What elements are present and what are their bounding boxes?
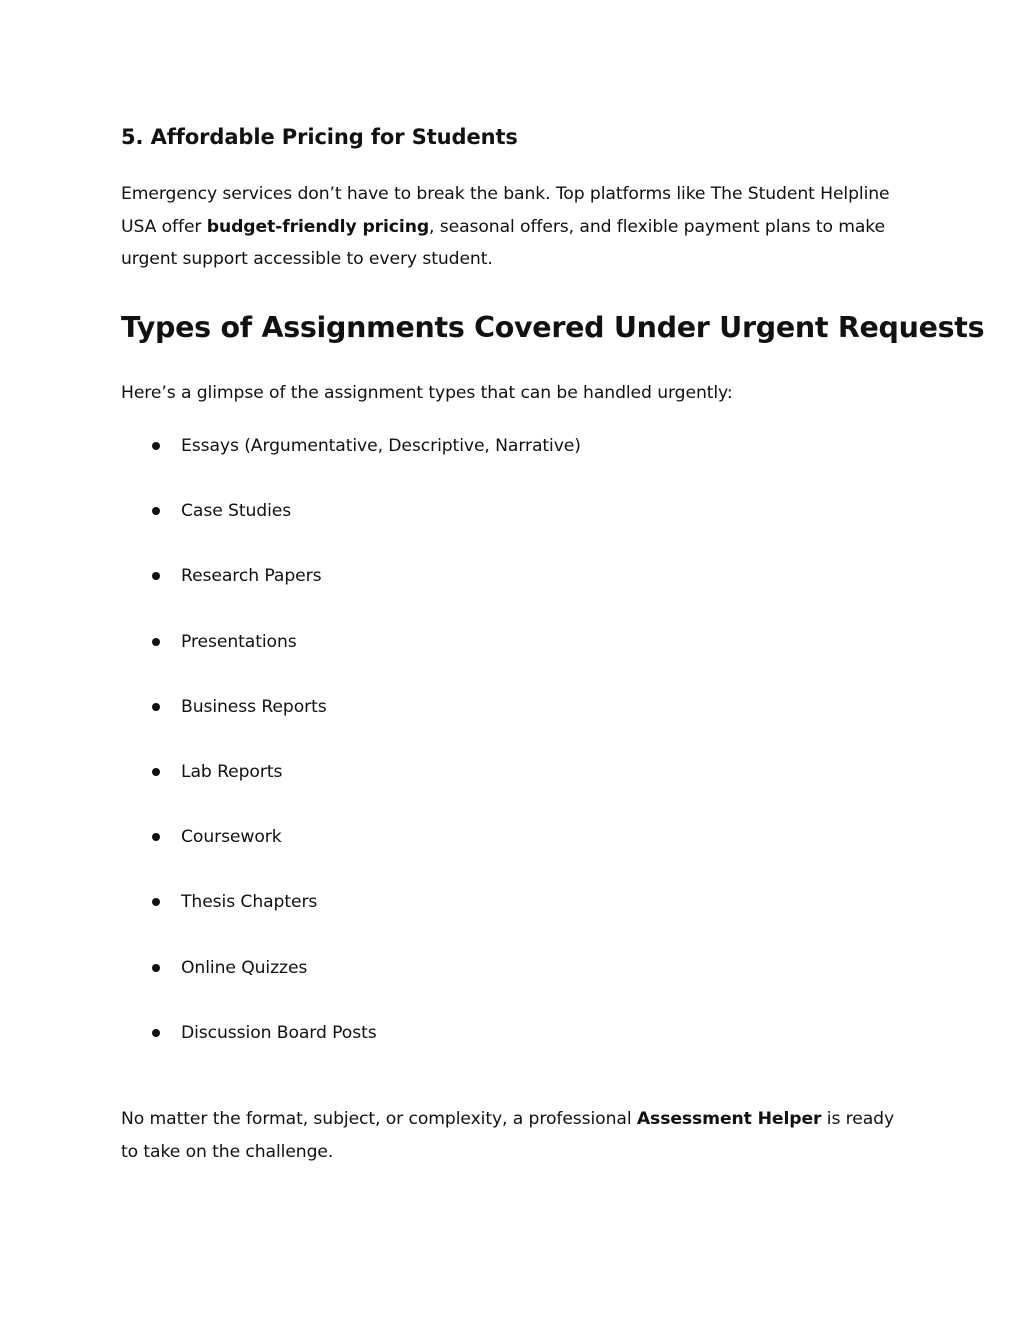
list-item (121, 886, 581, 951)
bullet-icon (152, 833, 160, 841)
bullet-icon (152, 898, 160, 906)
list-item-label: Online Quizzes (181, 957, 308, 978)
closing-text-end: is ready to take on the challenge. (121, 1109, 895, 1162)
list-item (121, 1017, 581, 1082)
pricing-text-start: Emergency services don’t have to break the bank. Top platforms like The Student Helpline USA offer (121, 184, 890, 237)
bullet-icon (152, 1029, 160, 1037)
list-item (121, 756, 581, 821)
pricing-paragraph (121, 178, 901, 276)
list-item (121, 495, 581, 560)
closing-bold-text: Assessment Helper (636, 1109, 822, 1129)
list-item-label: Essays (Argumentative, Descriptive, Narrative) (181, 436, 581, 456)
list-item-label: Lab Reports (181, 761, 283, 782)
list-item (121, 952, 581, 1017)
list-item-label: Discussion Board Posts (181, 1022, 377, 1043)
bullet-icon (152, 572, 160, 580)
types-heading: Types of Assignments Covered Under Urgent Requests (121, 311, 985, 344)
section-heading: 5. Affordable Pricing for Students (121, 125, 518, 149)
list-item (121, 691, 581, 756)
assignment-types-list (121, 430, 581, 1082)
closing-paragraph (121, 1103, 901, 1168)
bullet-icon (152, 768, 160, 776)
list-item-label: Case Studies (181, 501, 292, 522)
list-item-label: Business Reports (181, 696, 327, 717)
list-item-label: Coursework (181, 827, 282, 848)
pricing-bold-text: budget-friendly pricing (206, 216, 430, 237)
bullet-icon (152, 442, 160, 450)
list-item (121, 626, 581, 691)
list-item (121, 430, 581, 495)
list-item (121, 560, 581, 625)
list-item-label: Research Papers (181, 566, 322, 587)
bullet-icon (152, 964, 160, 972)
closing-text-start: No matter the format, subject, or complexity, a professional (121, 1109, 637, 1129)
bullet-icon (152, 703, 160, 711)
pricing-text-end: , seasonal offers, and flexible payment plans to make urgent support accessible to every student. (121, 216, 886, 270)
list-item (121, 821, 581, 886)
bullet-icon (152, 638, 160, 646)
types-intro: Here’s a glimpse of the assignment types that can be handled urgently: (121, 383, 733, 403)
list-item-label: Presentations (181, 631, 297, 652)
bullet-icon (152, 507, 160, 515)
list-item-label: Thesis Chapters (181, 892, 318, 913)
